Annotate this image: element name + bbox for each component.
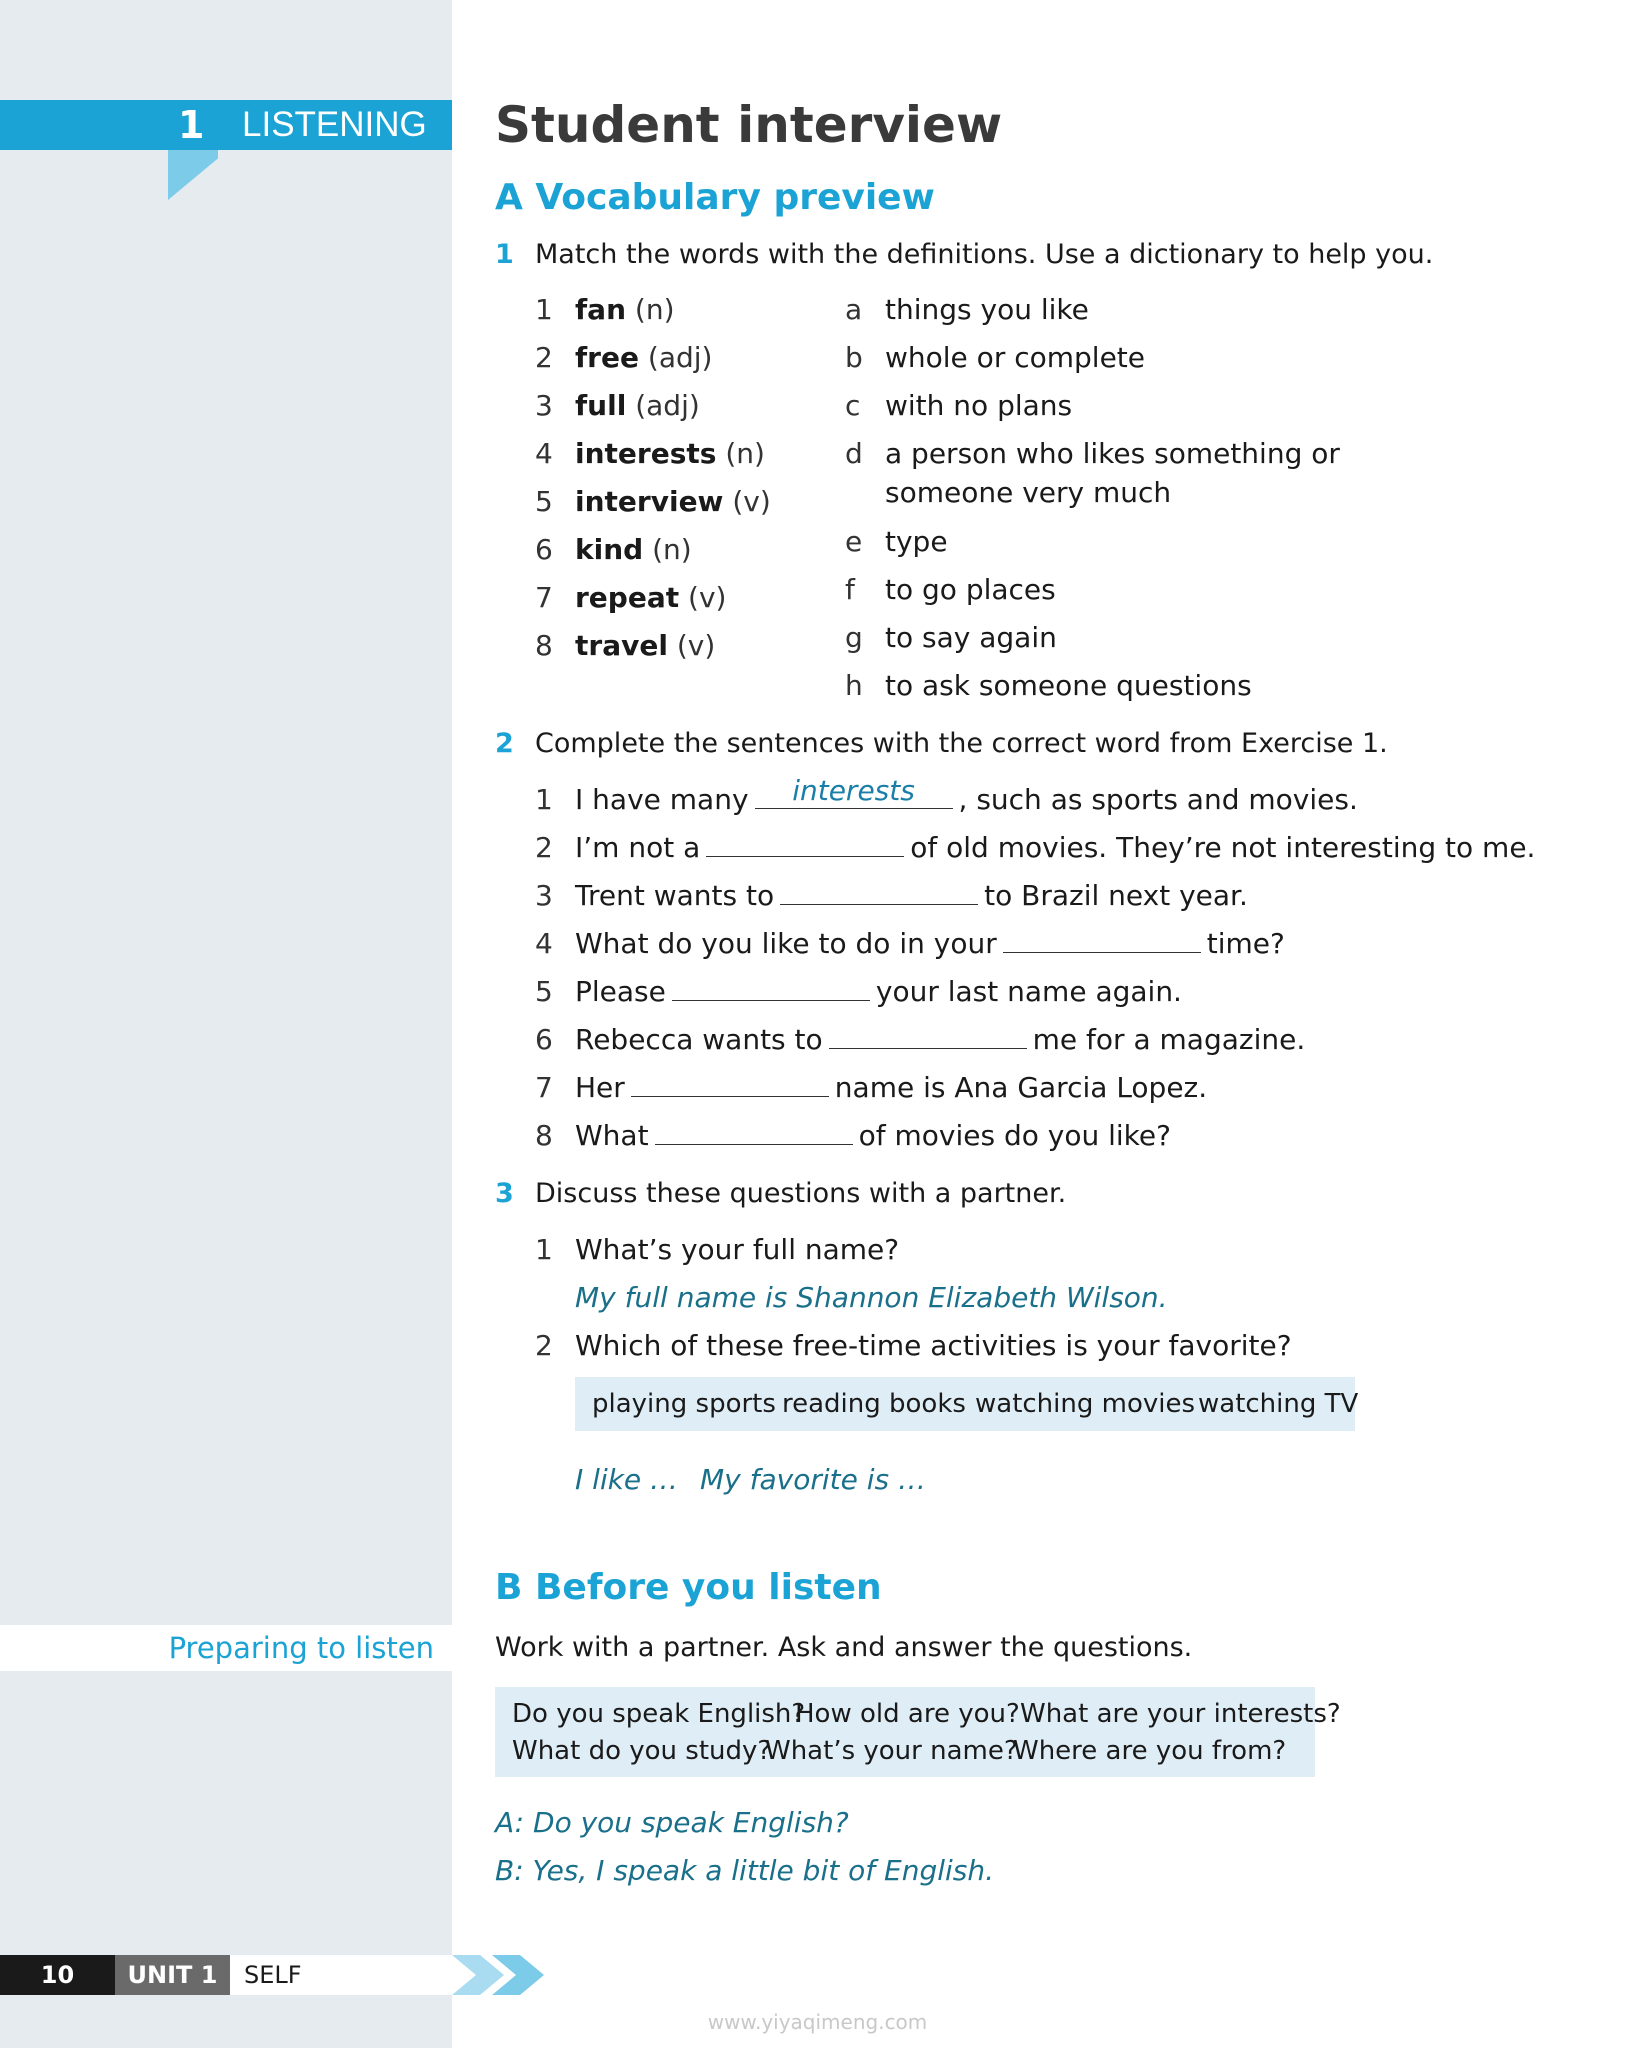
watermark: www.yiyaqimeng.com <box>707 2010 928 2034</box>
answer-text: interests <box>792 774 915 807</box>
chevron-right-icon <box>452 1955 562 1995</box>
question-item: 2 Which of these free-time activities is your favorite? <box>535 1329 1292 1362</box>
definition-text: type <box>885 525 948 558</box>
exercise-2-number: 2 <box>495 728 514 759</box>
word-item: 2 free (adj) <box>535 341 713 374</box>
definition-text: a person who likes something or <box>885 437 1340 470</box>
definition-letter: g <box>845 621 863 654</box>
definition-text: whole or complete <box>885 341 1146 374</box>
answer-blank[interactable] <box>706 836 904 857</box>
definition-letter: h <box>845 669 863 702</box>
answer-blank[interactable] <box>672 980 870 1001</box>
activity-chip: reading books <box>782 1389 966 1419</box>
activity-chip: watching TV <box>1198 1389 1359 1419</box>
sentence-item: 3 Trent wants to to Brazil next year. <box>535 879 1248 912</box>
exercise-1-number: 1 <box>495 239 514 270</box>
answer-blank[interactable] <box>631 1076 829 1097</box>
question-chip: How old are you? <box>795 1699 1020 1729</box>
word-item: 4 interests (n) <box>535 437 765 470</box>
sentence-item: 5 Please your last name again. <box>535 975 1182 1008</box>
example-answer: My full name is Shannon Elizabeth Wilson. <box>575 1281 1168 1314</box>
answer-blank[interactable] <box>780 884 978 905</box>
exercise-1-instruction: Match the words with the definitions. Use a dictionary to help you. <box>535 239 1434 270</box>
sentence-item: 4 What do you like to do in your time? <box>535 927 1285 960</box>
definition-letter: f <box>845 573 855 606</box>
exercise-3-number: 3 <box>495 1178 514 1209</box>
unit-title: SELF <box>244 1961 302 1989</box>
definition-letter: e <box>845 525 863 558</box>
word-item: 7 repeat (v) <box>535 581 727 614</box>
page-number: 10 <box>40 1961 75 1989</box>
section-b-heading: B Before you listen <box>495 1567 882 1608</box>
word-item: 3 full (adj) <box>535 389 700 422</box>
definition-text-continued: someone very much <box>885 476 1172 509</box>
answer-blank[interactable] <box>1003 932 1201 953</box>
definition-text: to go places <box>885 573 1056 606</box>
dialogue-line-b: B: Yes, I speak a little bit of English. <box>495 1854 995 1887</box>
activity-chip: watching movies <box>975 1389 1196 1419</box>
word-item: 6 kind (n) <box>535 533 692 566</box>
definition-letter: a <box>845 293 863 326</box>
question-chip: Do you speak English? <box>512 1699 806 1729</box>
question-chip: Where are you from? <box>1013 1736 1287 1766</box>
definition-text: to say again <box>885 621 1057 654</box>
sentence-item: 7 Her name is Ana Garcia Lopez. <box>535 1071 1208 1104</box>
answer-blank[interactable] <box>829 1028 1027 1049</box>
word-item: 8 travel (v) <box>535 629 716 662</box>
word-item: 5 interview (v) <box>535 485 771 518</box>
section-label: LISTENING <box>242 105 427 144</box>
sentence-item: 1 I have many interests , such as sports and movies. <box>535 774 1358 816</box>
definition-text: to ask someone questions <box>885 669 1252 702</box>
question-chip: What are your interests? <box>1020 1699 1341 1729</box>
question-chip: What’s your name? <box>765 1736 1018 1766</box>
answer-blank[interactable] <box>655 1124 853 1145</box>
sentence-item: 2 I’m not a of old movies. They’re not interesting to me. <box>535 831 1536 864</box>
left-margin-panel <box>0 0 452 2048</box>
section-b-instruction: Work with a partner. Ask and answer the questions. <box>495 1632 1193 1663</box>
sentence-item: 6 Rebecca wants to me for a magazine. <box>535 1023 1306 1056</box>
section-number: 1 <box>178 103 205 147</box>
page-title: Student interview <box>495 96 1003 154</box>
prompt-i-like: I like … <box>575 1463 679 1496</box>
definition-letter: c <box>845 389 861 422</box>
definition-letter: d <box>845 437 863 470</box>
sentence-item: 8 What of movies do you like? <box>535 1119 1171 1152</box>
definition-text: with no plans <box>885 389 1073 422</box>
sidebar-label-preparing: Preparing to listen <box>168 1631 434 1665</box>
unit-label: UNIT 1 <box>127 1961 218 1989</box>
dialogue-line-a: A: Do you speak English? <box>495 1806 849 1839</box>
section-a-heading: A Vocabulary preview <box>495 177 935 218</box>
answer-blank[interactable] <box>755 774 953 809</box>
definition-text: things you like <box>885 293 1089 326</box>
exercise-2-instruction: Complete the sentences with the correct word from Exercise 1. <box>535 728 1388 759</box>
word-item: 1 fan (n) <box>535 293 675 326</box>
activity-chip: playing sports <box>592 1389 776 1419</box>
definition-letter: b <box>845 341 863 374</box>
prompt-my-favorite: My favorite is … <box>700 1463 927 1496</box>
question-chip: What do you study? <box>512 1736 772 1766</box>
question-item: 1 What’s your full name? <box>535 1233 900 1266</box>
exercise-3-instruction: Discuss these questions with a partner. <box>535 1178 1067 1209</box>
